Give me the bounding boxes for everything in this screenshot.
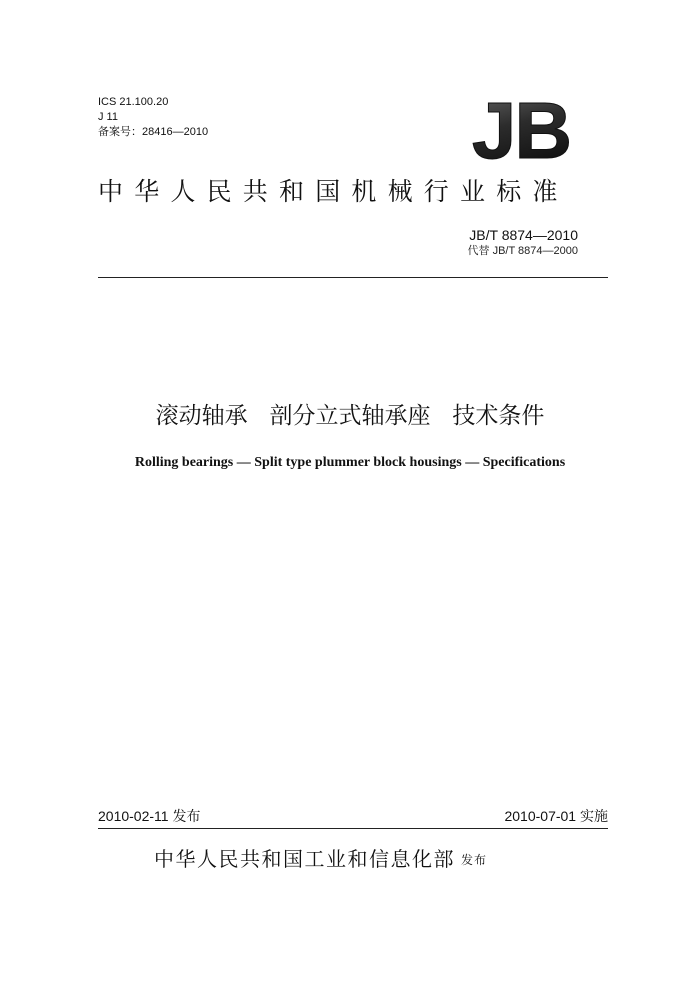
standard-number: JB/T 8874—2010	[469, 227, 578, 243]
jb-logo-text: JB	[471, 94, 571, 164]
publisher-suffix: 发布	[461, 853, 488, 867]
issue-date: 2010-02-11 发布	[98, 808, 201, 824]
top-divider	[98, 277, 608, 278]
ics-code: ICS 21.100.20	[98, 96, 169, 108]
industry-standard-title: 中华人民共和国机械行业标准	[98, 177, 569, 206]
document-title-english: Rolling bearings — Split type plummer block housings — Specifications	[134, 455, 566, 470]
bottom-divider	[98, 828, 608, 829]
classification-code: J 11	[98, 111, 118, 123]
document-title-chinese: 滚动轴承 剖分立式轴承座 技术条件	[155, 403, 545, 429]
publisher	[154, 843, 487, 876]
replaces-standard: 代替 JB/T 8874—2000	[467, 245, 578, 257]
record-number: 备案号：28416—2010	[98, 126, 209, 138]
publisher-name: 中华人民共和国工业和信息化部	[154, 847, 455, 871]
implementation-date: 2010-07-01 实施	[504, 808, 608, 824]
jb-logo-icon	[458, 94, 584, 164]
